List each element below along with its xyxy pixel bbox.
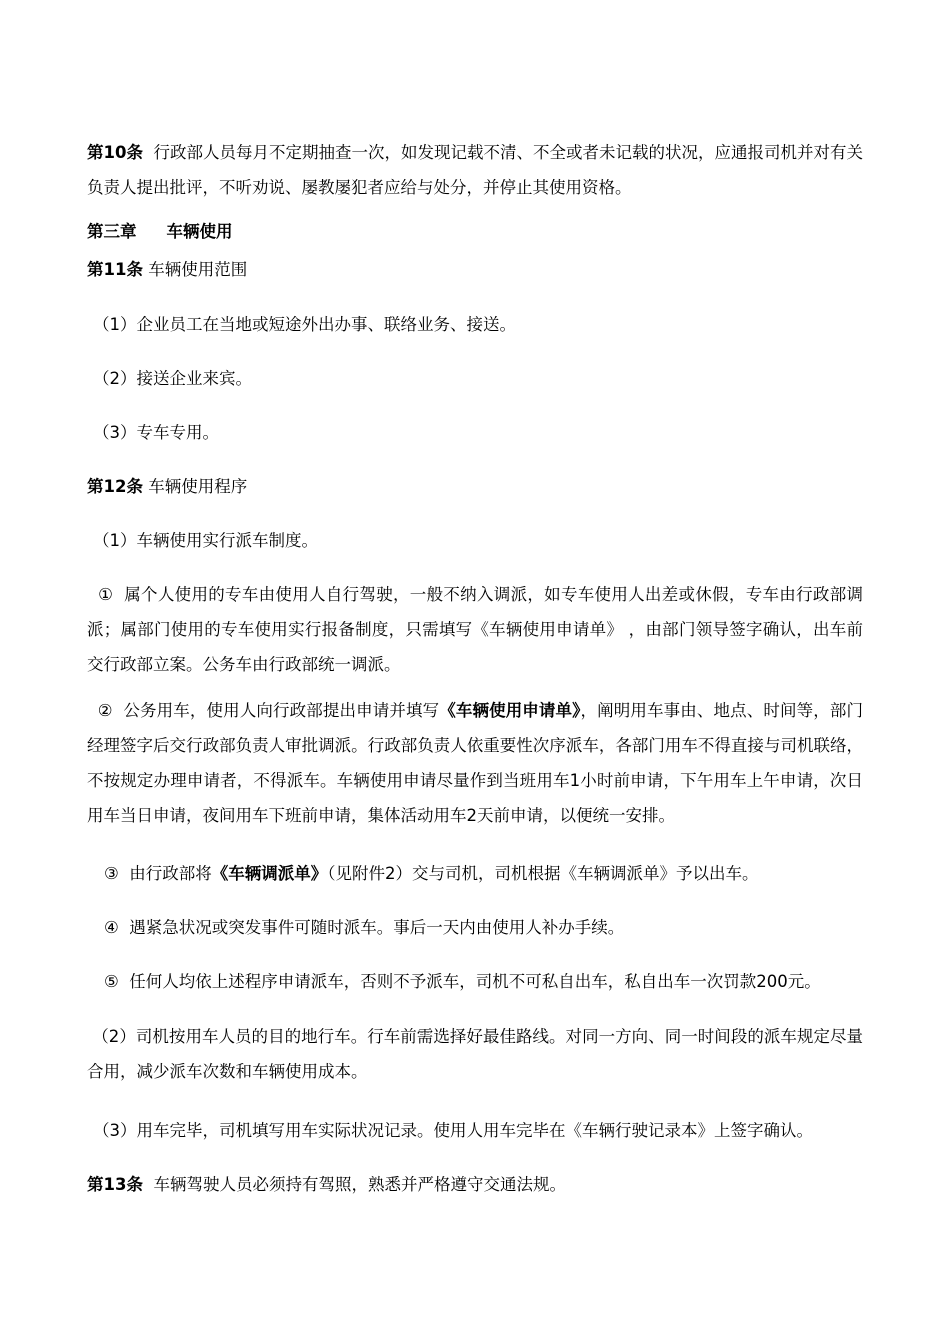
article-12-item-2 [87, 1019, 863, 1089]
article-12-sub-4 [104, 910, 880, 945]
article-11-item-3-text: （3）专车专用。 [93, 423, 219, 442]
chapter-3-title: 车辆使用 [166, 222, 233, 241]
article-11-title: 车辆使用范围 [142, 260, 248, 279]
article-11-heading [87, 252, 863, 287]
article-12-item-1 [93, 523, 869, 558]
article-12-sub-3-form: 《车辆调派单》 [211, 864, 328, 883]
article-12-sub-3 [104, 856, 880, 891]
article-12-sub-2-pre: ② 公务用车，使用人向行政部提出申请并填写 [87, 701, 440, 720]
article-12-item-2-text: （2）司机按用车人员的目的地行车。行车前需选择好最佳路线。对同一方向、同一时间段的派车规定尽量合用，减少派车次数和车辆使用成本。 [87, 1027, 864, 1081]
article-12-sub-5 [104, 964, 880, 999]
article-10 [87, 135, 863, 205]
article-13-text: 车辆驾驶人员必须持有驾照，熟悉并严格遵守交通法规。 [142, 1175, 566, 1194]
article-13 [87, 1167, 863, 1202]
article-12-sub-2-post: ，阐明用车事由、地点、时间等，部门经理签字后交行政部负责人审批调派。行政部负责人依重要性次序派车，各部门用车不得直接与司机联络，不按规定办理申请者，不得派车。车辆使用申请尽量作到当班用车1小时前申请，下午用车上午申请，次日用车当日申请，夜间用车下班前申请，集体活动用车2天前申请，以便统一安排。 [87, 701, 863, 825]
article-12-item-3-text: （3）用车完毕，司机填写用车实际状况记录。使用人用车完毕在《车辆行驶记录本》上签字确认。 [93, 1121, 813, 1140]
article-12-sub-3-post: （见附件2）交与司机，司机根据《车辆调派单》予以出车。 [327, 864, 759, 883]
article-12-sub-5-text: ⑤ 任何人均依上述程序申请派车，否则不予派车，司机不可私自出车，私自出车一次罚款200元。 [104, 972, 821, 991]
article-11-item-1 [93, 307, 869, 342]
article-12-sub-4-text: ④ 遇紧急状况或突发事件可随时派车。事后一天内由使用人补办手续。 [104, 918, 625, 937]
article-11-item-3 [93, 415, 869, 450]
article-10-label: 第10条 [87, 143, 143, 162]
article-11-item-2 [93, 361, 869, 396]
article-12-sub-3-pre: ③ 由行政部将 [104, 864, 212, 883]
article-12-sub-1-text: ① 属个人使用的专车由使用人自行驾驶，一般不纳入调派，如专车使用人出差或休假，专车由行政部调派；属部门使用的专车使用实行报备制度，只需填写《车辆使用申请单》 ，由部门领导签字确认，出车前交行政部立案。公务车由行政部统一调派。 [87, 585, 863, 674]
article-11-item-1-text: （1）企业员工在当地或短途外出办事、联络业务、接送。 [93, 315, 516, 334]
article-11-item-2-text: （2）接送企业来宾。 [93, 369, 252, 388]
article-11-label: 第11条 [87, 260, 143, 279]
article-12-sub-1 [87, 577, 863, 682]
article-12-heading [87, 469, 863, 504]
chapter-3-label: 第三章 [87, 222, 137, 241]
article-12-label: 第12条 [87, 477, 143, 496]
chapter-3-heading [87, 214, 863, 249]
article-12-sub-2-form: 《车辆使用申请单》 [439, 701, 581, 720]
article-12-title: 车辆使用程序 [142, 477, 248, 496]
article-12-item-1-text: （1）车辆使用实行派车制度。 [93, 531, 318, 550]
article-13-label: 第13条 [87, 1175, 143, 1194]
article-12-item-3 [93, 1113, 869, 1148]
article-12-sub-2 [87, 693, 863, 833]
article-10-text: 行政部人员每月不定期抽查一次，如发现记载不清、不全或者未记载的状况，应通报司机并对有关负责人提出批评，不听劝说、屡教屡犯者应给与处分，并停止其使用资格。 [87, 143, 863, 197]
